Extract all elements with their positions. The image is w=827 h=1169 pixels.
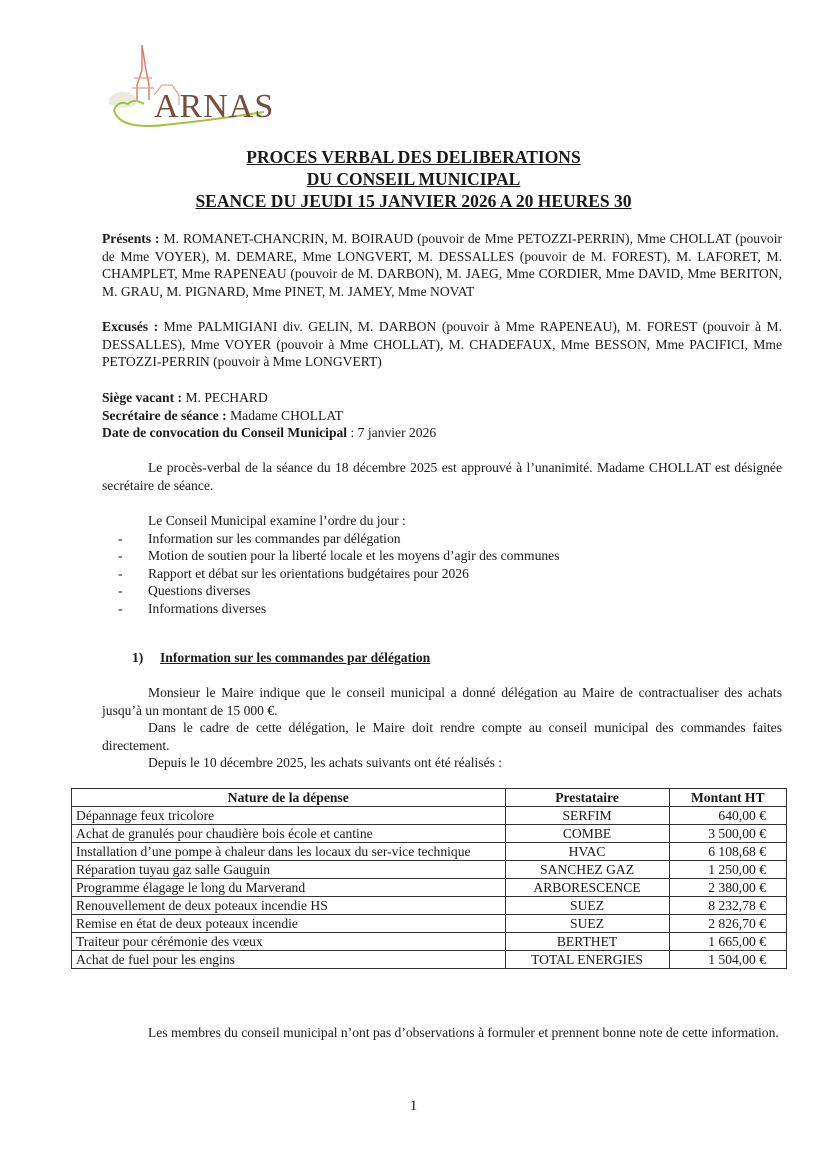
cell-montant: 640,00 € <box>669 807 786 825</box>
cell-nature: Remise en état de deux poteaux incendie <box>72 915 506 933</box>
section-1-heading <box>132 650 430 666</box>
agenda-item-text: Questions diverses <box>148 583 251 599</box>
table-row <box>72 825 787 843</box>
title-line-3: SEANCE DU JEUDI 15 JANVIER 2026 A 20 HEURES 30 <box>195 191 632 211</box>
bullet-dash: - <box>118 548 123 564</box>
cell-prestataire: COMBE <box>505 825 669 843</box>
agenda-item <box>102 565 782 583</box>
agenda-item-text: Rapport et débat sur les orientations budgétaires pour 2026 <box>148 565 469 581</box>
cell-montant: 3 500,00 € <box>669 825 786 843</box>
agenda-item <box>102 582 782 600</box>
title-line-1: PROCES VERBAL DES DELIBERATIONS <box>246 147 581 167</box>
cell-prestataire: ARBORESCENCE <box>505 879 669 897</box>
cell-nature: Achat de granulés pour chaudière bois école et cantine <box>72 825 506 843</box>
siege-value: M. PECHARD <box>182 390 268 405</box>
section-1-para-3: Depuis le 10 décembre 2025, les achats suivants ont été réalisés : <box>148 755 503 770</box>
agenda-item-text: Information sur les commandes par délégation <box>148 530 401 546</box>
secretaire-line <box>102 407 782 425</box>
agenda-list <box>102 530 782 618</box>
bullet-dash: - <box>118 565 123 581</box>
cell-prestataire: TOTAL ENERGIES <box>505 951 669 969</box>
approval-paragraph: Le procès-verbal de la séance du 18 décembre 2025 est approuvé à l’unanimité. Madame CHOLLAT est désignée secrétaire de séance. <box>102 460 782 493</box>
convocation-label: Date de convocation du Conseil Municipal <box>102 425 348 441</box>
header-montant: Montant HT <box>669 789 786 807</box>
cell-montant: 2 826,70 € <box>669 915 786 933</box>
cell-prestataire: SERFIM <box>505 807 669 825</box>
agenda-item-text: Motion de soutien pour la liberté locale et les moyens d’agir des communes <box>148 548 560 564</box>
presents-text: M. ROMANET-CHANCRIN, M. BOIRAUD (pouvoir de Mme PETOZZI-PERRIN), Mme CHOLLAT (pouvoir de Mme VOYER), M. DEMARE, Mme LONGVERT, M. DESSALLES (pouvoir de M. FOREST), M. LAFORET, M. CHAMPLET, Mme RAPENEAU (pouvoir de M. DARBON), M. JAEG, Mme CORDIER, Mme DAVID, Mme BERITON, M. GRAU, M. PIGNARD, Mme PINET, M. JAMEY, Mme NOVAT <box>102 231 783 299</box>
table-row <box>72 807 787 825</box>
title-line-2: DU CONSEIL MUNICIPAL <box>306 169 521 189</box>
agenda <box>102 512 782 618</box>
table-header-row <box>72 789 787 807</box>
agenda-intro: Le Conseil Municipal examine l’ordre du jour : <box>148 513 406 528</box>
expenses-table <box>71 788 787 969</box>
excuses-paragraph <box>102 318 782 371</box>
cell-nature: Réparation tuyau gaz salle Gauguin <box>72 861 506 879</box>
siege-vacant-line <box>102 389 782 407</box>
logo-text: ARNAS <box>154 88 275 125</box>
cell-montant: 1 665,00 € <box>669 933 786 951</box>
cell-prestataire: SUEZ <box>505 897 669 915</box>
arnas-logo <box>104 40 274 135</box>
excuses-text: Mme PALMIGIANI div. GELIN, M. DARBON (pouvoir à Mme RAPENEAU), M. FOREST (pouvoir à M. DESSALLES), Mme VOYER (pouvoir à Mme CHOLLAT), M. CHADEFAUX, Mme BESSON, Mme PACIFICI, Mme PETOZZI-PERRIN (pouvoir à Mme LONGVERT) <box>102 319 782 370</box>
cell-nature: Renouvellement de deux poteaux incendie HS <box>72 897 506 915</box>
table-row <box>72 933 787 951</box>
table-row <box>72 915 787 933</box>
cell-nature: Achat de fuel pour les engins <box>72 951 506 969</box>
convocation-value: : 7 janvier 2026 <box>347 425 437 441</box>
cell-prestataire: SUEZ <box>505 915 669 933</box>
agenda-item <box>102 530 782 548</box>
page-number: 1 <box>409 1098 418 1114</box>
table-row <box>72 843 787 861</box>
cell-nature: Installation d’une pompe à chaleur dans les locaux du ser-vice technique <box>72 843 506 861</box>
presents-label: Présents : <box>102 231 160 246</box>
cell-prestataire: SANCHEZ GAZ <box>505 861 669 879</box>
bullet-dash: - <box>118 583 123 599</box>
agenda-item <box>102 600 782 618</box>
section-1-conclusion: Les membres du conseil municipal n’ont pas d’observations à formuler et prennent bonne note de cette information. <box>148 1025 779 1040</box>
bullet-dash: - <box>118 600 123 616</box>
secretaire-value: Madame CHOLLAT <box>226 407 343 423</box>
cell-montant: 2 380,00 € <box>669 879 786 897</box>
table-row <box>72 951 787 969</box>
secretaire-label: Secrétaire de séance : <box>102 407 227 423</box>
section-title: Information sur les commandes par délégation <box>160 650 431 665</box>
cell-nature: Programme élagage le long du Marverand <box>72 879 506 897</box>
meeting-info <box>102 389 782 442</box>
convocation-line <box>102 424 782 442</box>
header-nature: Nature de la dépense <box>72 789 506 807</box>
bullet-dash: - <box>118 530 123 546</box>
table-row <box>72 897 787 915</box>
cell-montant: 8 232,78 € <box>669 897 786 915</box>
cell-montant: 1 250,00 € <box>669 861 786 879</box>
table-row <box>72 861 787 879</box>
cell-montant: 1 504,00 € <box>669 951 786 969</box>
cell-nature: Traiteur pour cérémonie des vœux <box>72 933 506 951</box>
agenda-item-text: Informations diverses <box>148 600 267 616</box>
excuses-label: Excusés : <box>102 319 159 334</box>
cell-prestataire: HVAC <box>505 843 669 861</box>
presents-paragraph <box>102 230 782 300</box>
document-title <box>0 146 827 212</box>
section-1-para-1: Monsieur le Maire indique que le conseil municipal a donné délégation au Maire de contractualiser des achats jusqu’à un montant de 15 000 €. <box>102 685 782 718</box>
header-prestataire: Prestataire <box>505 789 669 807</box>
section-1-para-2: Dans le cadre de cette délégation, le Maire doit rendre compte au conseil municipal des commandes faites directement. <box>102 720 782 753</box>
cell-nature: Dépannage feux tricolore <box>72 807 506 825</box>
section-number: 1) <box>132 650 144 665</box>
table-row <box>72 879 787 897</box>
cell-prestataire: BERTHET <box>505 933 669 951</box>
siege-label: Siège vacant : <box>102 390 183 405</box>
agenda-item <box>102 547 782 565</box>
cell-montant: 6 108,68 € <box>669 843 786 861</box>
